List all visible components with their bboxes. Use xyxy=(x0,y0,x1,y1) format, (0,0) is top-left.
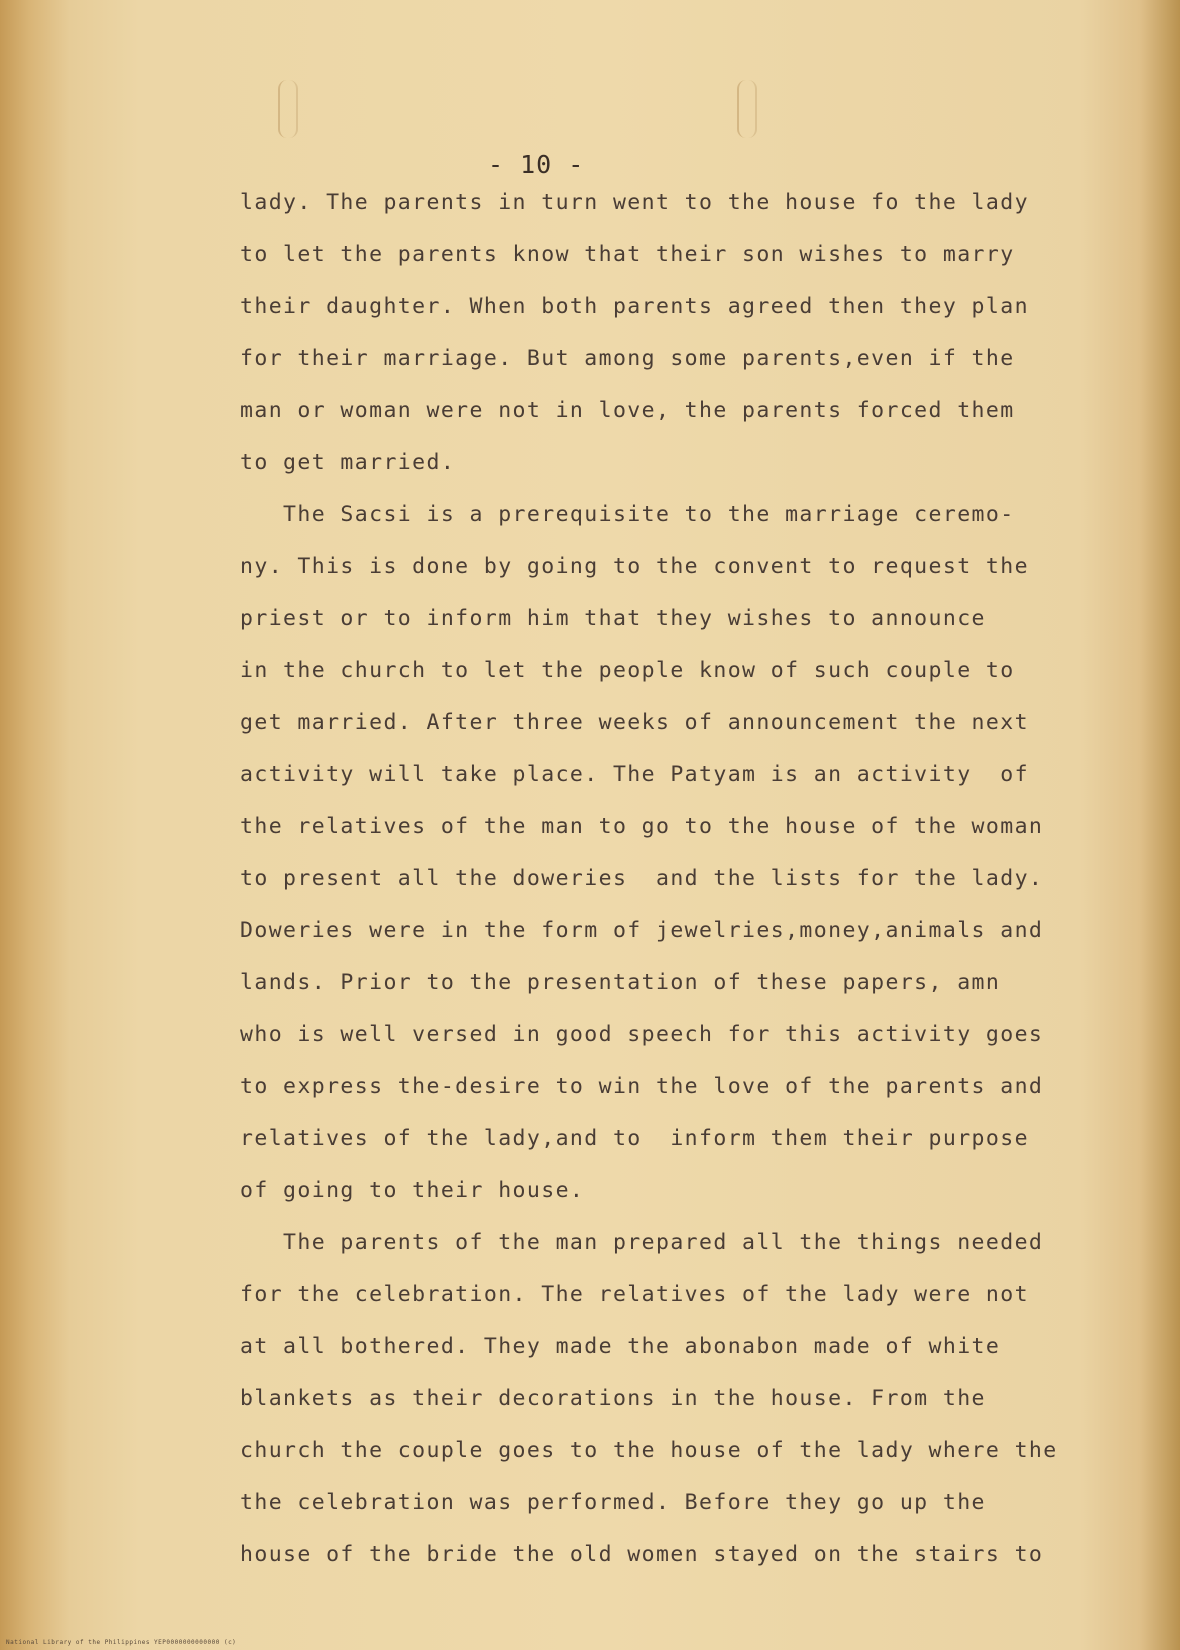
text-line: the celebration was performed. Before they go up the xyxy=(240,1490,986,1515)
text-line: the relatives of the man to go to the house of the woman xyxy=(240,814,1044,839)
text-line: at all bothered. They made the abonabon made of white xyxy=(240,1334,1001,1359)
text-line: house of the bride the old women stayed on the stairs to xyxy=(240,1542,1044,1567)
text-line: of going to their house. xyxy=(240,1178,585,1203)
text-line: relatives of the lady,and to inform them their purpose xyxy=(240,1126,1029,1151)
text-line: blankets as their decorations in the house. From the xyxy=(240,1386,986,1411)
page-number: - 10 - xyxy=(488,150,585,179)
text-line: church the couple goes to the house of the lady where the xyxy=(240,1438,1058,1463)
text-line: to get married. xyxy=(240,450,456,475)
text-line: who is well versed in good speech for this activity goes xyxy=(240,1022,1044,1047)
text-line: for the celebration. The relatives of the lady were not xyxy=(240,1282,1029,1307)
text-line: activity will take place. The Patyam is an activity of xyxy=(240,762,1029,787)
text-line: Doweries were in the form of jewelries,money,animals and xyxy=(240,918,1044,943)
punch-hole-right xyxy=(737,80,757,138)
scan-footer: National Library of the Philippines YEP0000000000000 (c) xyxy=(6,1639,237,1646)
text-line: their daughter. When both parents agreed then they plan xyxy=(240,294,1029,319)
punch-hole-left xyxy=(278,80,298,138)
text-line: to let the parents know that their son wishes to marry xyxy=(240,242,1015,267)
text-line: in the church to let the people know of such couple to xyxy=(240,658,1015,683)
text-line: to express the-desire to win the love of the parents and xyxy=(240,1074,1044,1099)
text-line: ny. This is done by going to the convent to request the xyxy=(240,554,1029,579)
text-line: get married. After three weeks of announcement the next xyxy=(240,710,1029,735)
text-line: priest or to inform him that they wishes to announce xyxy=(240,606,986,631)
text-line: lands. Prior to the presentation of these papers, amn xyxy=(240,970,1001,995)
text-line: to present all the doweries and the lists for the lady. xyxy=(240,866,1044,891)
text-line: The parents of the man prepared all the things needed xyxy=(240,1230,1044,1255)
text-line: for their marriage. But among some parents,even if the xyxy=(240,346,1015,371)
text-line: The Sacsi is a prerequisite to the marriage ceremo- xyxy=(240,502,1015,527)
text-line: man or woman were not in love, the parents forced them xyxy=(240,398,1015,423)
text-line: lady. The parents in turn went to the house fo the lady xyxy=(240,190,1029,215)
